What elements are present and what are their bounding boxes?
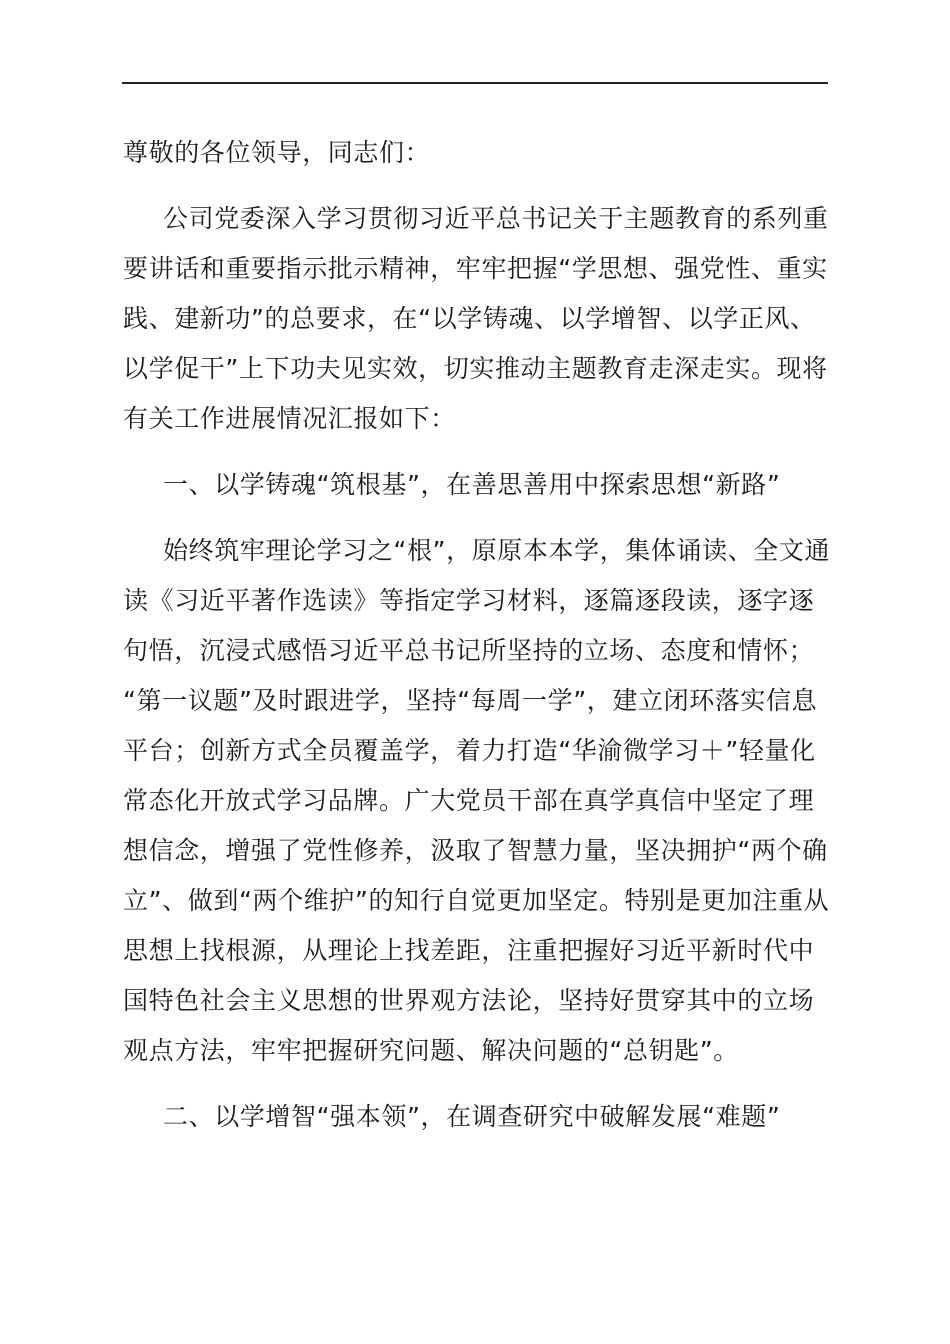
section1-heading: 一、以学铸魂“筑根基”，在善思善用中探索思想“新路” [163, 470, 781, 499]
section1-line: 想信念，增强了党性修养，汲取了智慧力量，坚决拥护“两个确 [123, 836, 828, 865]
section1-line: 立”、做到“两个维护”的知行自觉更加坚定。特别是更加注重从 [123, 886, 830, 915]
section1-line: 观点方法，牢牢把握研究问题、解决问题的“总钥匙”。 [123, 1036, 739, 1065]
intro-line: 有关工作进展情况汇报如下： [123, 404, 456, 433]
section1-line: 读《习近平著作选读》等指定学习材料，逐篇逐段读，逐字逐 [123, 586, 815, 615]
intro-line: 践、建新功”的总要求，在“以学铸魂、以学增智、以学正风、 [123, 304, 816, 333]
section1-line: “第一议题”及时跟进学，坚持“每周一学”，建立闭环落实信息 [123, 686, 818, 715]
intro-line: 要讲话和重要指示批示精神，牢牢把握“学思想、强党性、重实 [123, 254, 828, 283]
salutation: 尊敬的各位领导，同志们： [123, 138, 431, 167]
header-divider [122, 82, 828, 84]
section1-line: 国特色社会主义思想的世界观方法论，坚持好贯穿其中的立场 [123, 986, 815, 1015]
section1-line: 始终筑牢理论学习之“根”，原原本本学，集体诵读、全文通 [163, 536, 831, 565]
section1-line: 平台；创新方式全员覆盖学，着力打造“华渝微学习＋”轻量化 [123, 736, 816, 765]
section1-line: 句悟，沉浸式感悟习近平总书记所坚持的立场、态度和情怀； [123, 636, 815, 665]
section1-paragraph [123, 526, 829, 1076]
section1-line: 常态化开放式学习品牌。广大党员干部在真学真信中坚定了理 [123, 786, 815, 815]
intro-line: 公司党委深入学习贯彻习近平总书记关于主题教育的系列重 [163, 204, 829, 233]
section2-heading: 二、以学增智“强本领”，在调查研究中破解发展“难题” [163, 1102, 781, 1131]
document-body [123, 128, 829, 1142]
section1-line: 思想上找根源，从理论上找差距，注重把握好习近平新时代中 [123, 936, 815, 965]
intro-line: 以学促干”上下功夫见实效，切实推动主题教育走深走实。现将 [123, 354, 828, 383]
intro-paragraph [123, 194, 829, 444]
